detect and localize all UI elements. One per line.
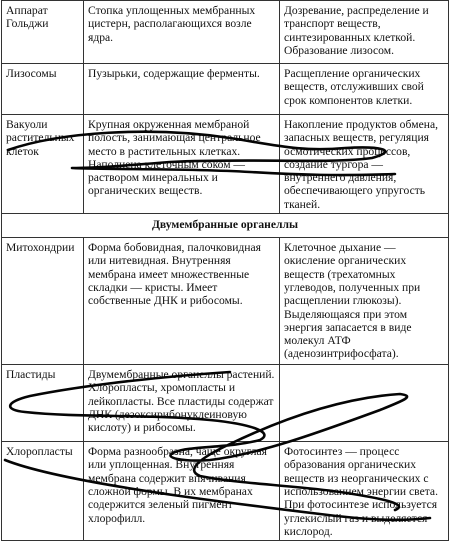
organelle-name: Митохондрии [2,238,84,365]
section-row [2,214,449,238]
organelle-structure: Стопка уплощенных мембранных цистерн, располагающихся возле ядра. [84,1,280,64]
table-row [2,365,449,442]
organelle-name: Лизосомы [2,64,84,115]
organelle-structure: Форма разнообразна, чаще округлая или уплощенная. Внутренняя мембрана содержит впячивания сложной формы. В их мембранах содержится зеленый пигмент хлорофилл. [84,442,280,541]
organelle-structure: Крупная окруженная мембраной полость, занимающая центральное место в растительных клетках. Наполнена клеточным соком — раствором минеральных и органических веществ. [84,115,280,214]
organelle-function: Клеточное дыхание — окисление органических веществ (трехатомных углеводов, полученных при расщеплении глюкозы). Выделяющаяся при этом энергия запасается в виде молекул АТФ (аденозинтрифосфата). [280,238,449,365]
organelle-name: Вакуоли растительных клеток [2,115,84,214]
organelle-name: Аппарат Гольджи [2,1,84,64]
organelle-structure: Пузырьки, содержащие ферменты. [84,64,280,115]
section-title: Двумембранные органеллы [2,214,449,238]
table-row [2,442,449,541]
organelle-structure: Форма бобовидная, палочковидная или нитевидная. Внутренняя мембрана имеет множественные складки — кристы. Имеет собственные ДНК и рибосомы. [84,238,280,365]
table-row [2,238,449,365]
organelle-structure: Двумембранные органеллы растений. Хлоропласты, хромопласты и лейкопласты. Все пластиды содержат ДНК (дезоксирибонуклеиновую кислоту) и рибосомы. [84,365,280,442]
organelle-function [280,365,449,442]
organelle-function: Фотосинтез — процесс образования органических веществ из неорганических с использованием энергии света. При фотосинтезе используется углекислый газ и выделяется кислород. [280,442,449,541]
table-row [2,115,449,214]
organelle-name: Пластиды [2,365,84,442]
organelle-function: Накопление продуктов обмена, запасных веществ, регуляция осмотических процессов, создание тургора — внутреннего давления, обеспечивающего упругость тканей. [280,115,449,214]
organelle-name: Хлоропласты [2,442,84,541]
organelles-table [1,0,449,541]
table-row [2,64,449,115]
table-row [2,1,449,64]
organelle-function: Дозревание, распределение и транспорт веществ, синтезированных клеткой. Образование лизосом. [280,1,449,64]
organelle-function: Расщепление органических веществ, отслуживших свой срок компонентов клетки. [280,64,449,115]
